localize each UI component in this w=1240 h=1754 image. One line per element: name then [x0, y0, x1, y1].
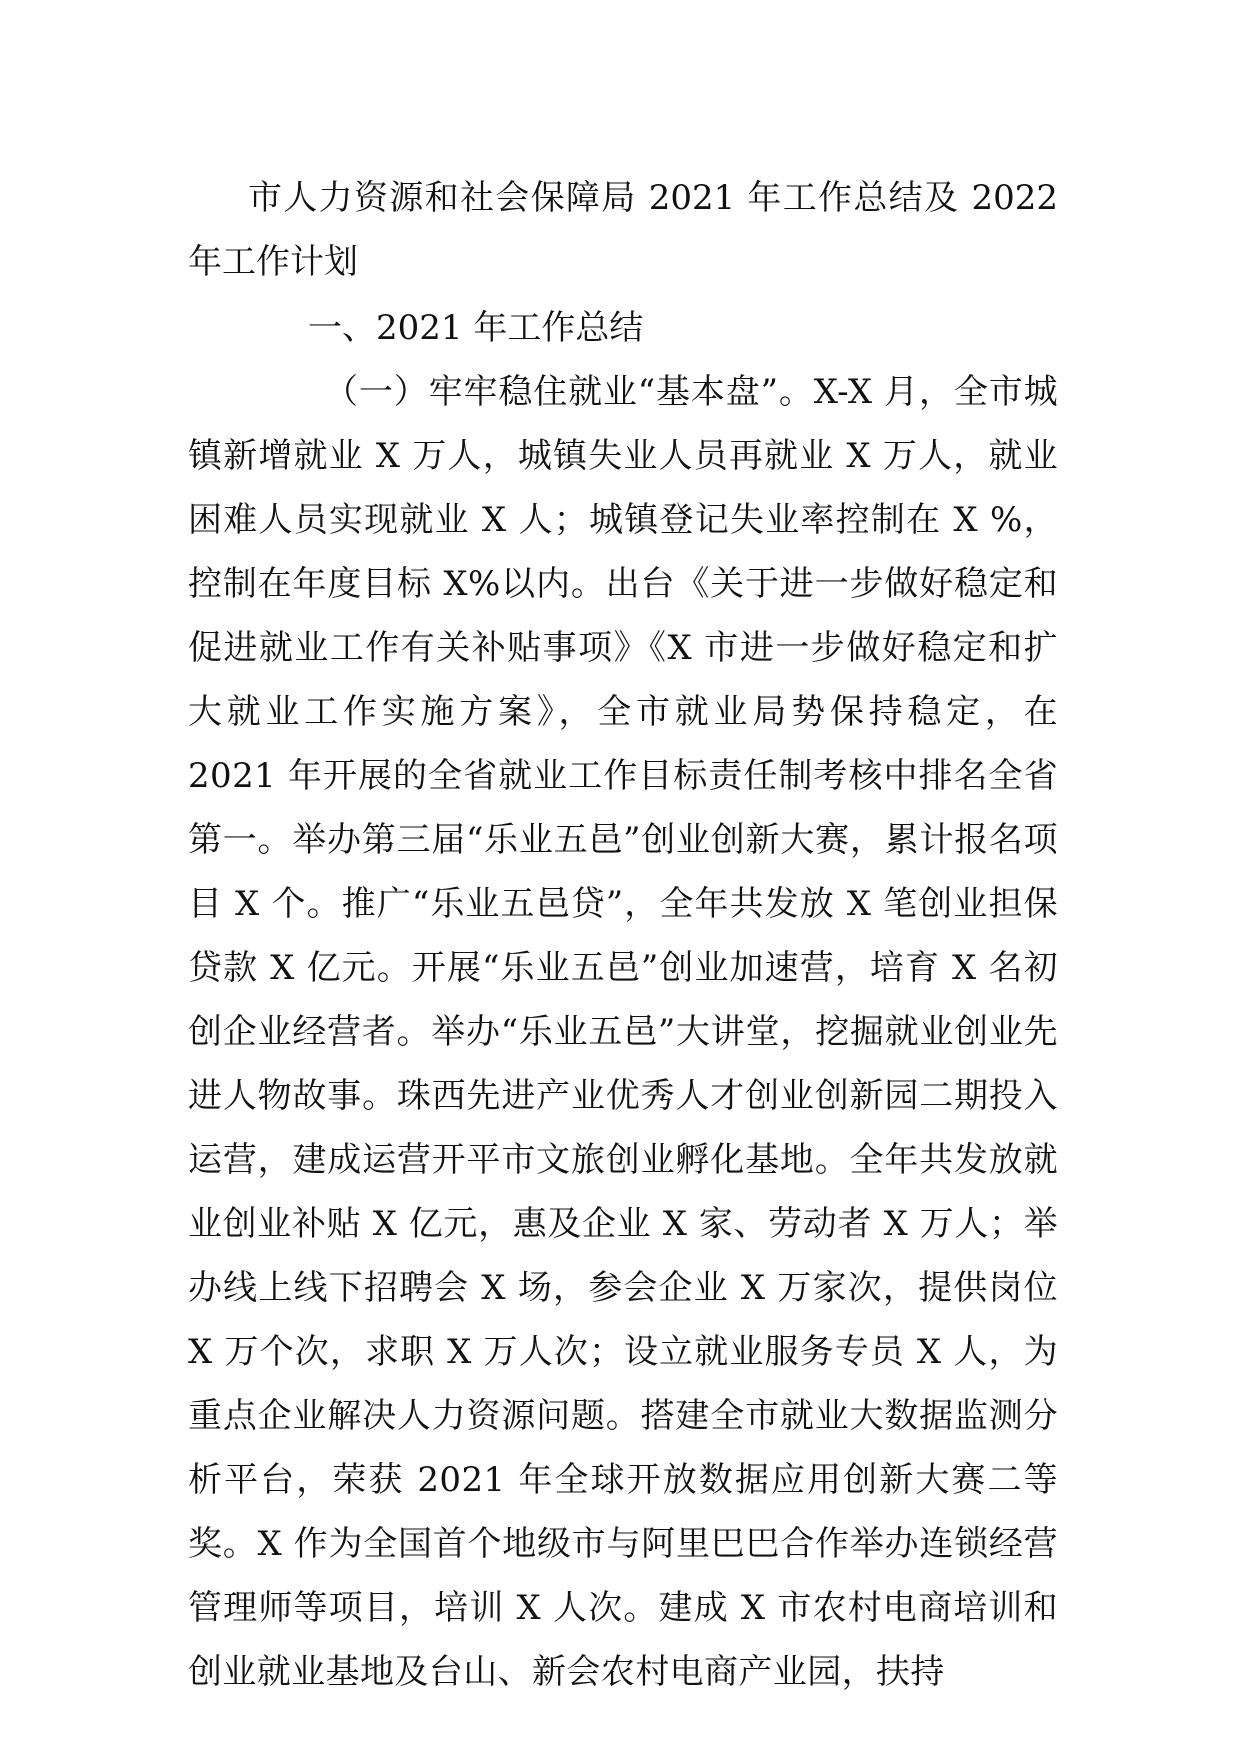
document-title: 市人力资源和社会保障局 2021 年工作总结及 2022 年工作计划 — [188, 178, 1058, 282]
body-paragraph: （一）牢牢稳住就业“基本盘”。X-X 月，全市城镇新增就业 X 万人，城镇失业人员再就业 X 万人，就业困难人员实现就业 X 人；城镇登记失业率控制在 X %，控制在年度目标 X%以内。出台《关于进一步做好稳定和促进就业工作有关补贴事项》《X 市进一步做好稳定和扩大就业工作实施方案》，全市就业局势保持稳定，在 2021 年开展的全省就业工作目标责任制考核中排名全省第一。举办第三届“乐业五邑”创业创新大赛，累计报名项目 X 个。推广“乐业五邑贷”，全年共发放 X 笔创业担保贷款 X 亿元。开展“乐业五邑”创业加速营，培育 X 名初创企业经营者。举办“乐业五邑”大讲堂，挖掘就业创业先进人物故事。珠西先进产业优秀人才创业创新园二期投入运营，建成运营开平市文旅创业孵化基地。全年共发放就业创业补贴 X 亿元，惠及企业 X 家、劳动者 X 万人；举办线上线下招聘会 X 场，参会企业 X 万家次，提供岗位 X 万个次，求职 X 万人次；设立就业服务专员 X 人，为重点企业解决人力资源问题。搭建全市就业大数据监测分析平台，荣获 2021 年全球开放数据应用创新大赛二等奖。X 作为全国首个地级市与阿里巴巴合作举办连锁经营管理师等项目，培训 X 人次。建成 X 市农村电商培训和创业就业基地及台山、新会农村电商产业园，扶持 — [188, 372, 1058, 1692]
section-heading: 一、2021 年工作总结 — [308, 308, 644, 348]
document-body — [188, 166, 1058, 1704]
